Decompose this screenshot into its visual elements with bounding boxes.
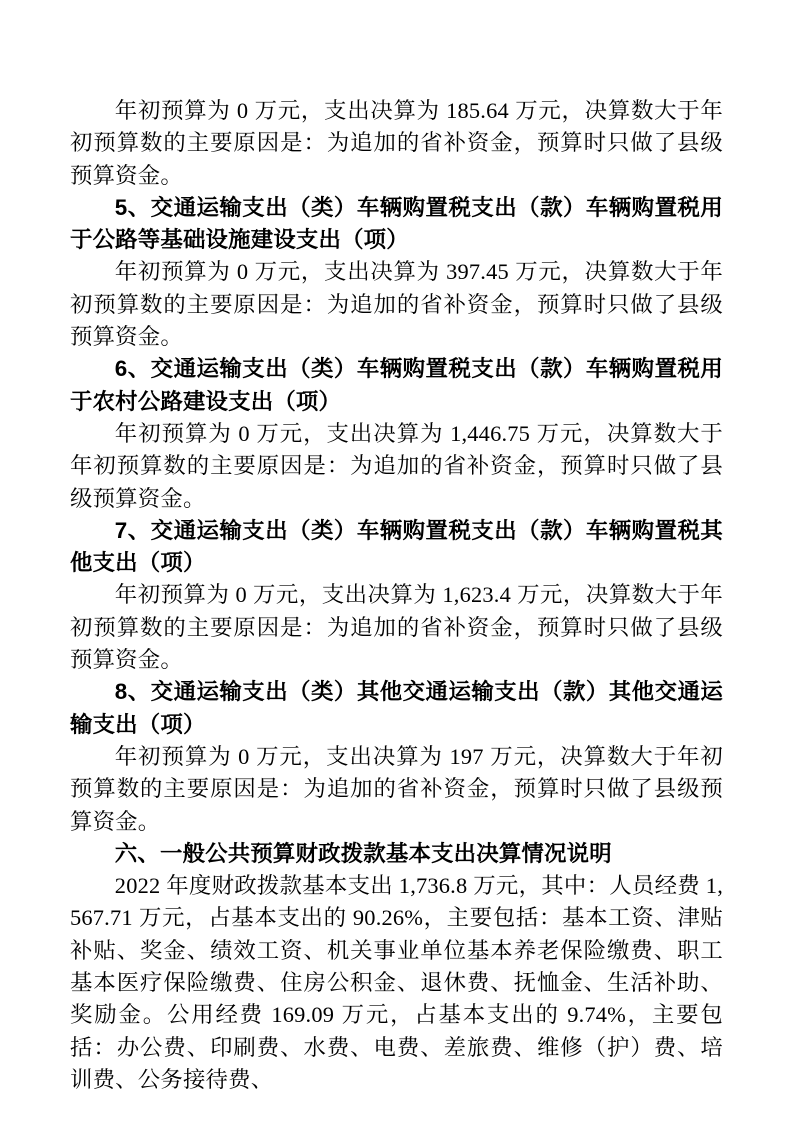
heading-item-7: 7、交通运输支出（类）车辆购置税支出（款）车辆购置税其他支出（项） — [70, 517, 723, 576]
heading-item-8: 8、交通运输支出（类）其他交通运输支出（款）其他交通运输支出（项） — [70, 679, 723, 737]
heading-item-5: 5、交通运输支出（类）车辆购置税支出（款）车辆购置税用于公路等基础设施建设支出（项） — [70, 194, 723, 253]
paragraph-explanation-item6: 年初预算为 0 万元，支出决算为 1,446.75 万元，决算数大于年初预算数的主要原因是：为追加的省补资金，预算时只做了县级预算资金。 — [70, 420, 723, 511]
paragraph-explanation-item4: 年初预算为 0 万元，支出决算为 185.64 万元，决算数大于年初预算数的主要原因是：为追加的省补资金，预算时只做了县级预算资金。 — [70, 98, 723, 188]
heading-item-6: 6、交通运输支出（类）车辆购置税支出（款）车辆购置税用于农村公路建设支出（项） — [70, 356, 723, 414]
paragraph-explanation-item7: 年初预算为 0 万元，支出决算为 1,623.4 万元，决算数大于年初预算数的主要原因是：为追加的省补资金，预算时只做了县级预算资金。 — [70, 582, 723, 673]
paragraph-explanation-item8: 年初预算为 0 万元，支出决算为 197 万元，决算数大于年初预算数的主要原因是：为追加的省补资金，预算时只做了县级预算资金。 — [70, 743, 723, 834]
heading-section-6-basic-expenditure: 六、一般公共预算财政拨款基本支出决算情况说明 — [114, 840, 612, 866]
document-content — [70, 95, 723, 1096]
paragraph-basic-expenditure-details: 2022 年度财政拨款基本支出 1,736.8 万元，其中：人员经费 1,567.71 万元，占基本支出的 90.26%，主要包括：基本工资、津贴补贴、奖金、绩效工资、机关事业单位基本养老保险缴费、职工基本医疗保险缴费、住房公积金、退休费、抚恤金、生活补助、奖励金。公用经费 169.09 万元，占基本支出的 9.74%，主要包括：办公费、印刷费、水费、电费、差旅费、维修（护）费、培训费、公务接待费、 — [70, 873, 723, 1092]
paragraph-explanation-item5: 年初预算为 0 万元，支出决算为 397.45 万元，决算数大于年初预算数的主要原因是：为追加的省补资金，预算时只做了县级预算资金。 — [70, 259, 723, 350]
